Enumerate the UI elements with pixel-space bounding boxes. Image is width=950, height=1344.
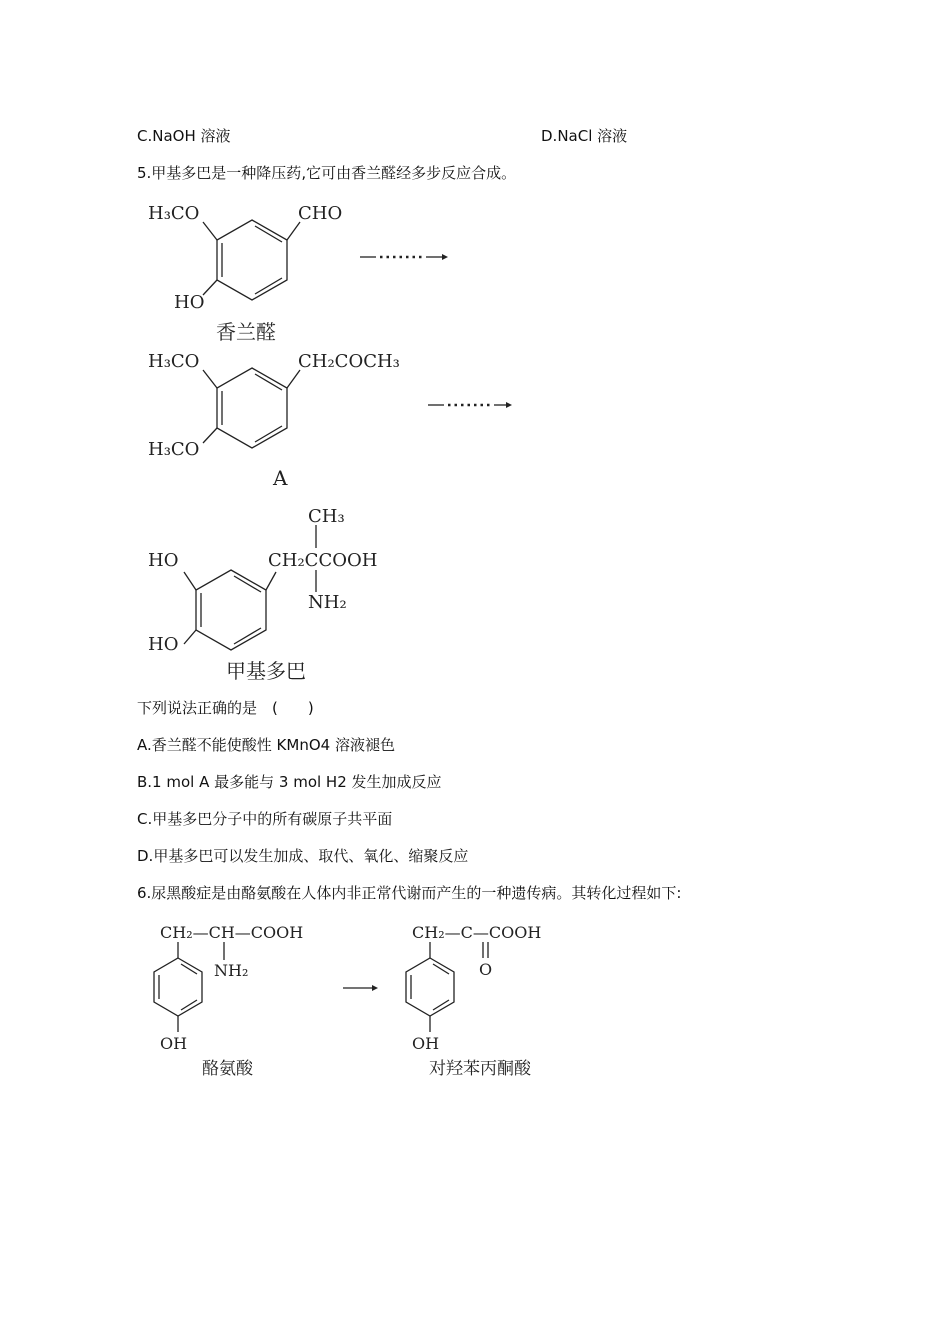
q5-option-d: D.甲基多巴可以发生加成、取代、氧化、缩聚反应 xyxy=(137,847,469,865)
product-structure xyxy=(406,923,541,1079)
q4-option-c: C.NaOH 溶液 xyxy=(137,127,231,145)
methyldopa-structure xyxy=(140,500,420,685)
vanillin-structure xyxy=(140,195,460,350)
q4-option-d: D.NaCl 溶液 xyxy=(541,127,628,145)
q5-stem: 5.甲基多巴是一种降压药,它可由香兰醛经多步反应合成。 xyxy=(137,164,517,182)
tyrosine-nh2: NH₂ xyxy=(214,961,249,980)
product-oh: OH xyxy=(412,1034,440,1053)
q5-question: 下列说法正确的是 ( ) xyxy=(137,699,314,717)
compound-a-name: A xyxy=(273,466,288,490)
vanillin-h3co: H₃CO xyxy=(148,203,200,224)
compound-a-ch2coch3: CH₂COCH₃ xyxy=(298,351,400,372)
compound-a-h3co-bottom: H₃CO xyxy=(148,439,200,460)
compound-a-h3co-top: H₃CO xyxy=(148,351,200,372)
q6-reaction-figure xyxy=(140,918,580,1083)
methyldopa-svg xyxy=(140,500,420,685)
compound-a-structure xyxy=(140,343,520,493)
tyrosine-structure xyxy=(154,923,303,1079)
product-chain: CH₂—C—COOH xyxy=(412,923,542,942)
vanillin-name: 香兰醛 xyxy=(216,320,276,344)
q5-option-c: C.甲基多巴分子中的所有碳原子共平面 xyxy=(137,810,393,828)
q6-stem: 6.尿黑酸症是由酪氨酸在人体内非正常代谢而产生的一种遗传病。其转化过程如下: xyxy=(137,884,682,902)
methyldopa-name: 甲基多巴 xyxy=(226,659,306,683)
vanillin-cho: CHO xyxy=(298,203,343,224)
q5-option-b: B.1 mol A 最多能与 3 mol H2 发生加成反应 xyxy=(137,773,442,791)
reaction-arrow-3 xyxy=(343,985,378,991)
methyldopa-ho-top: HO xyxy=(148,550,179,571)
methyldopa-chain: CH₂CCOOH xyxy=(268,550,378,571)
tyrosine-name: 酪氨酸 xyxy=(202,1059,253,1079)
reaction-arrow-2 xyxy=(428,402,512,408)
compound-a-svg xyxy=(140,343,520,493)
reaction-arrow-1 xyxy=(360,254,448,260)
methyldopa-ho-bottom: HO xyxy=(148,634,179,655)
tyrosine-chain: CH₂—CH—COOH xyxy=(160,923,304,942)
methyldopa-ch3: CH₃ xyxy=(308,506,345,527)
q5-option-a: A.香兰醛不能使酸性 KMnO4 溶液褪色 xyxy=(137,736,395,754)
vanillin-svg xyxy=(140,195,460,350)
product-o: O xyxy=(479,960,493,979)
tyrosine-oh: OH xyxy=(160,1034,188,1053)
vanillin-ho: HO xyxy=(174,292,205,313)
product-name: 对羟苯丙酮酸 xyxy=(429,1059,531,1079)
methyldopa-nh2: NH₂ xyxy=(308,592,347,613)
q6-reaction-svg xyxy=(140,918,580,1083)
